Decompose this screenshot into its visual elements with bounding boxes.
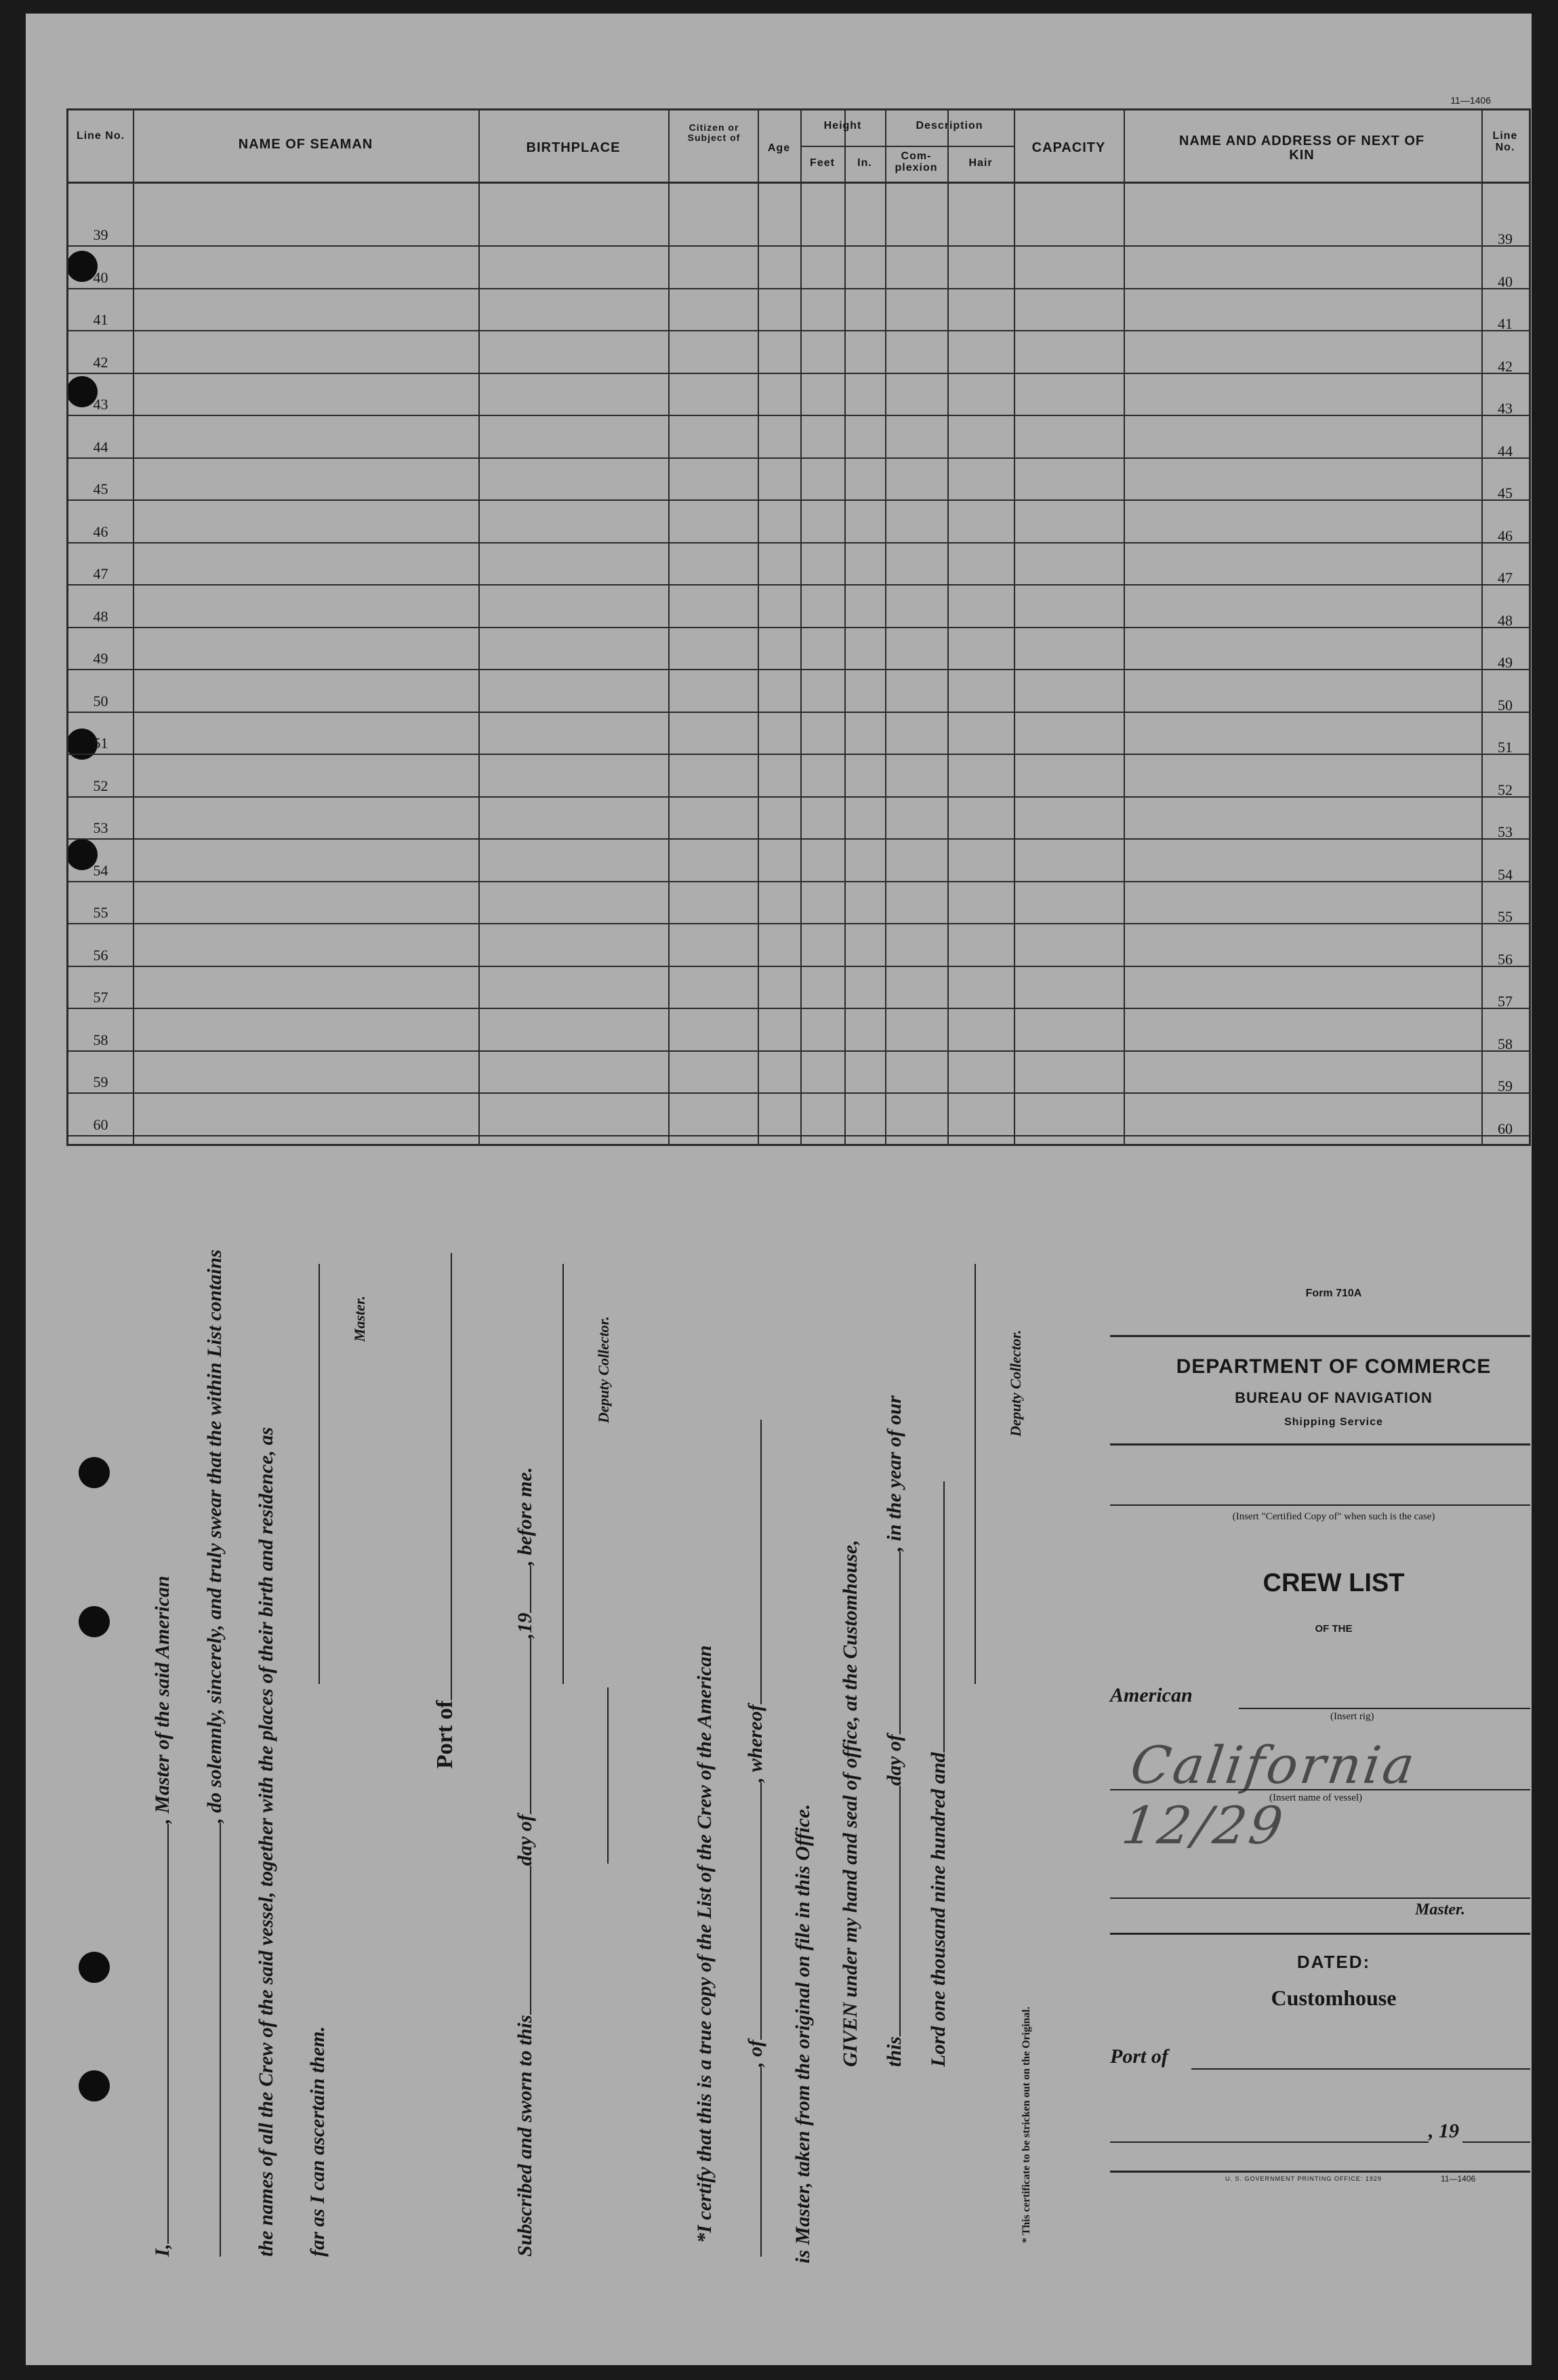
document-page	[26, 14, 1532, 2365]
cover-service: Shipping Service	[1284, 1416, 1383, 1428]
header-in: In.	[857, 157, 872, 169]
line-number-left: 58	[93, 1031, 108, 1048]
cover-form-no: Form 710A	[1305, 1288, 1362, 1299]
line-number-right: 60	[1498, 1120, 1513, 1137]
master-label: Master.	[351, 1296, 368, 1342]
cover-bureau: BUREAU OF NAVIGATION	[1235, 1389, 1433, 1406]
line-number-right: 41	[1498, 315, 1513, 332]
cert-line-1: *I certify that this is a true copy of the List of the Crew of the American	[693, 1645, 716, 2243]
punch-hole	[79, 1952, 110, 1983]
line-number-left: 51	[93, 735, 108, 752]
subscribed-line: Subscribed and sworn to thisday of,19, before me.	[514, 1466, 536, 2257]
line-number-right: 53	[1498, 823, 1513, 840]
oath-line-2: , do solemnly, sincerely, and truly swear that the within List contains	[203, 1250, 226, 2257]
line-number-left: 55	[93, 904, 108, 921]
cert-line-3: is Master, taken from the original on file in this Office.	[792, 1804, 814, 2263]
cover-dated: DATED:	[1296, 1952, 1371, 1972]
header-age: Age	[767, 142, 791, 154]
printer-imprint: U. S. GOVERNMENT PRINTING OFFICE: 1929	[1225, 2175, 1382, 2182]
deputy-collector-label-1: Deputy Collector.	[595, 1316, 612, 1423]
line-number-left: 59	[93, 1073, 108, 1090]
line-number-left: 42	[93, 353, 108, 371]
line-number-right: 39	[1498, 230, 1513, 247]
oath-line-1: I,, Master of the said American	[151, 1576, 173, 2257]
oath-line-4: far as I can ascertain them.	[306, 2026, 329, 2257]
line-number-left: 52	[93, 777, 108, 794]
header-feet: Feet	[810, 157, 835, 169]
punch-hole	[79, 1457, 110, 1488]
header-hair: Hair	[968, 157, 993, 169]
line-number-left: 54	[93, 861, 108, 879]
line-number-left: 57	[93, 989, 108, 1006]
cover-customhouse: Customhouse	[1271, 1986, 1397, 2010]
line-number-right: 54	[1498, 865, 1513, 883]
line-number-right: 48	[1498, 611, 1513, 629]
cover-american: American	[1110, 1684, 1193, 1706]
line-number-left: 40	[93, 268, 108, 286]
line-number-right: 57	[1498, 993, 1513, 1010]
insert-rig-note: (Insert rig)	[1330, 1711, 1374, 1722]
cover-of-the: OF THE	[1315, 1623, 1353, 1635]
cover-year: , 19	[1429, 2120, 1459, 2142]
line-number-left: 43	[93, 396, 108, 413]
line-number-left: 45	[93, 480, 108, 497]
line-number-right: 42	[1498, 357, 1513, 375]
header-capacity: CAPACITY	[1031, 140, 1106, 155]
header-line-no-right: Line No.	[1492, 130, 1518, 153]
line-number-right: 58	[1498, 1035, 1513, 1052]
header-line-no: Line No.	[76, 130, 125, 142]
insert-vessel-note: (Insert name of vessel)	[1269, 1792, 1363, 1803]
line-number-left: 44	[93, 438, 108, 455]
header-height: Height	[823, 120, 862, 131]
cert-line-2: , of, whereof	[744, 1420, 767, 2257]
header-next-of-kin: NAME AND ADDRESS OF NEXT OF KIN	[1178, 134, 1425, 163]
header-birthplace: BIRTHPLACE	[526, 140, 621, 155]
line-number-right: 40	[1498, 272, 1513, 290]
bottom-form-code: 11—1406	[1441, 2174, 1476, 2183]
form-code: 11—1406	[1450, 95, 1491, 106]
oath-line-3: the names of all the Crew of the said vessel, together with the places of their birth and residence, as	[255, 1427, 277, 2257]
line-number-left: 53	[93, 819, 108, 836]
cover-department: DEPARTMENT OF COMMERCE	[1176, 1355, 1492, 1378]
line-number-left: 49	[93, 650, 108, 667]
line-number-left: 48	[93, 607, 108, 625]
crew-list-title: CREW LIST	[1263, 1569, 1405, 1597]
line-number-right: 51	[1498, 739, 1513, 756]
cert-footnote: * This certificate to be stricken out on the Original.	[1021, 2007, 1032, 2243]
line-number-left: 56	[93, 946, 108, 964]
vessel-name-handwritten: California 12/29	[1118, 1735, 1421, 1855]
line-number-right: 49	[1498, 654, 1513, 671]
punch-hole	[79, 1606, 110, 1637]
punch-hole	[79, 2070, 110, 2101]
line-number-right: 56	[1498, 950, 1513, 968]
deputy-collector-label-2: Deputy Collector.	[1007, 1330, 1024, 1437]
header-name-of-seaman: NAME OF SEAMAN	[238, 137, 373, 152]
port-of-label: Port of	[432, 1253, 458, 1769]
line-number-left: 50	[93, 692, 108, 710]
cert-line-6: Lord one thousand nine hundred and	[927, 1481, 950, 2067]
line-number-right: 44	[1498, 442, 1513, 459]
header-description: Description	[916, 120, 983, 131]
header-complexion: Com-plexion	[895, 150, 938, 173]
certified-copy-note: (Insert "Certified Copy of" when such is the case)	[1232, 1511, 1435, 1522]
line-number-left: 41	[93, 311, 108, 328]
cert-line-4: GIVEN under my hand and seal of office, at the Customhouse,	[839, 1540, 861, 2067]
line-number-left: 47	[93, 565, 108, 582]
line-number-left: 46	[93, 522, 108, 540]
header-citizen: Citizen or Subject of	[687, 122, 741, 143]
line-number-right: 52	[1498, 781, 1513, 798]
cert-line-5: thisday of, in the year of our	[883, 1395, 905, 2067]
line-number-right: 47	[1498, 569, 1513, 586]
line-number-left: 39	[93, 226, 108, 243]
line-number-right: 43	[1498, 400, 1513, 417]
line-number-right: 45	[1498, 485, 1513, 501]
line-number-right: 46	[1498, 527, 1513, 544]
cover-port-of: Port of	[1110, 2045, 1168, 2068]
divider	[607, 1687, 609, 1864]
line-number-right: 55	[1498, 908, 1513, 925]
crew-table	[66, 108, 1531, 1146]
line-number-right: 59	[1498, 1078, 1513, 1094]
line-number-left: 60	[93, 1115, 108, 1133]
line-number-right: 50	[1498, 696, 1513, 714]
cover-master-label: Master.	[1415, 1901, 1466, 1919]
